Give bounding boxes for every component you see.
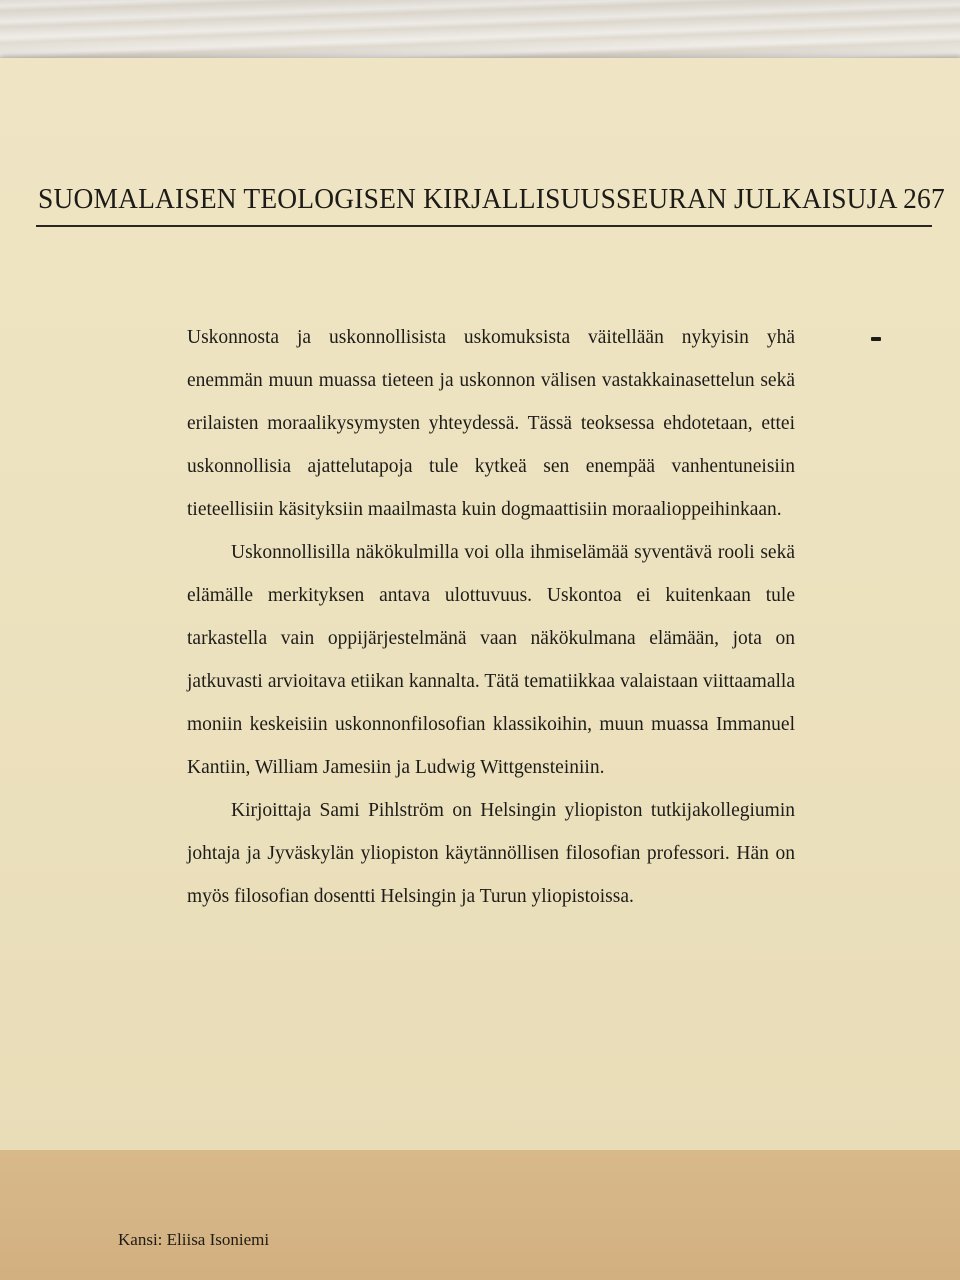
blurb-paragraph-3: Kirjoittaja Sami Pihlström on Helsingin yliopiston tutkijakollegiumin johtaja ja Jyväskylän yliopiston käytännöllisen filosofian professori. Hän on myös filosofian dosentti Helsingin ja Turun yliopistoissa. xyxy=(187,800,795,907)
series-title: SUOMALAISEN TEOLOGISEN KIRJALLISUUSSEURAN JULKAISUJA 267 xyxy=(38,184,945,215)
back-cover-blurb xyxy=(187,316,795,918)
blurb-paragraph-2: Uskonnollisilla näkökulmilla voi olla ihmiselämää syventävä rooli sekä elämälle merkityksen antava ulottuvuus. Uskontoa ei kuitenkaan tule tarkastella vain oppijärjestelmänä vaan näkökulmana elämään, jota on jatkuvasti arvioitava etiikan kannalta. Tätä tematiikkaa valaistaan viittaamalla moniin keskeisiin uskonnonfilosofian klassikoihin, muun muassa Immanuel Kantiin, William Jamesiin ja Ludwig Wittgensteiniin. xyxy=(187,542,795,778)
series-title-rule xyxy=(36,225,932,227)
print-mark xyxy=(871,337,881,341)
cover-designer-credit: Kansi: Eliisa Isoniemi xyxy=(118,1230,270,1249)
cover-footer-band xyxy=(0,1150,960,1280)
blurb-paragraph-1: Uskonnosta ja uskonnollisista uskomuksista väitellään nykyisin yhä enemmän muun muassa tieteen ja uskonnon välisen vastakkainasettelun sekä erilaisten moraalikysymysten yhteydessä. Tässä teoksessa ehdotetaan, ettei uskonnollisia ajattelutapoja tule kytkeä sen enempää vanhentuneisiin tieteellisiin käsityksiin maailmasta kuin dogmaattisiin moraalioppeihinkaan. xyxy=(187,327,795,520)
